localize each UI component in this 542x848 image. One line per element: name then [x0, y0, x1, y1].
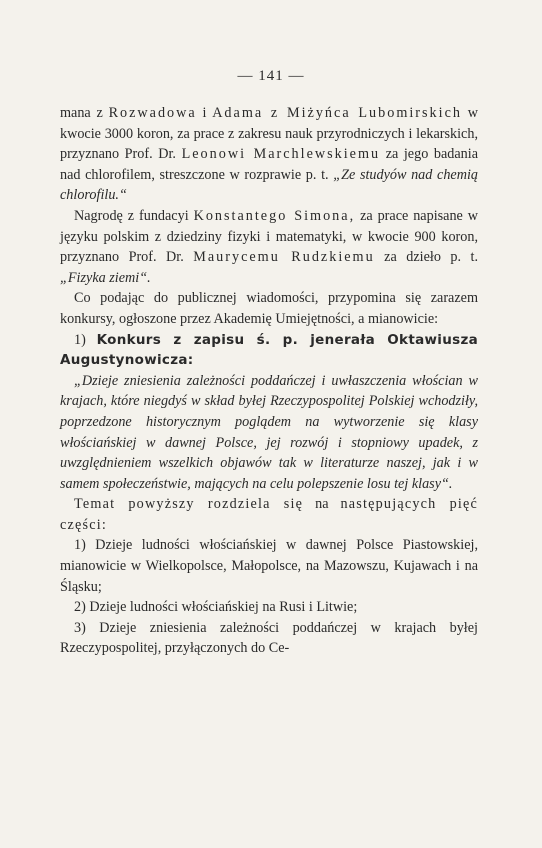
text-span: za prace napisane w języku polskim z dziedziny fizyki i matematyki, w kwocie 900 koron, przyznano Prof. Dr.: [60, 207, 479, 266]
page-number: — 141 —: [237, 68, 305, 84]
text-span: Temat powyższy rozdziela się: [74, 496, 304, 513]
paragraph-announcement: Co podając do publicznej wiadomości, przypomina się zarazem konkursy, ogłoszone przez Akademię Umiejętności, a mianowicie:: [60, 290, 478, 327]
heading-title: Konkurs z zapisu ś. p. jenerała Oktawiusza Augustynowicza:: [60, 331, 479, 369]
text-span: w kwocie 3000 koron, za prace z zakresu nauk przyrodniczych i lekarskich, przyznano Prof. Dr.: [60, 105, 478, 163]
text-span: za dzieło p. t.: [384, 249, 478, 266]
paragraph-award-lubomirski: [60, 103, 478, 206]
paragraph-award-simon: [60, 206, 478, 288]
name-simon: Konstantego Simona,: [193, 207, 356, 224]
work-title-fizyka: „Fizyka ziemi“.: [60, 269, 151, 286]
text-span: mana z: [60, 105, 103, 121]
name-rozwadowa: Rozwadowa: [108, 105, 197, 121]
text-span: następujących pięć części:: [60, 496, 479, 533]
work-title-chlorofil: „Ze studyów nad chemią chlorofilu.“: [60, 166, 478, 204]
name-rudzki: Maurycemu Rudzkiemu: [193, 249, 375, 266]
list-item: 1) Dzieje ludności włościańskiej w dawnej Polsce Piastowskiej, mianowicie w Wielkopolsce, Małopolsce, na Mazowszu, Kujawach i na Śląsku;: [60, 537, 478, 595]
name-lubomirski: Adama z Miżyńca Lubomirskich: [212, 105, 462, 121]
paragraph-topic-division: [60, 494, 478, 535]
name-marchlewski: Leonowi Marchlewskiemu: [181, 146, 381, 163]
heading-number: 1): [74, 331, 86, 348]
list-item: 2) Dzieje ludności włościańskiej na Rusi i Litwie;: [74, 599, 358, 616]
list-item: 3) Dzieje zniesienia zależności poddańczej w krajach byłej Rzeczypospolitej, przyłączonych do Ce-: [60, 619, 478, 657]
text-span: za jego badania nad chlorofilem, streszczone w rozprawie p. t.: [60, 146, 478, 183]
text-span: na: [315, 496, 329, 513]
body-text: [60, 103, 478, 659]
text-span: Nagrodę z fundacyi: [74, 207, 189, 224]
text-span: i: [202, 105, 207, 121]
contest-heading: [60, 330, 478, 371]
contest-topic-quote: „Dzieje zniesienia zależności poddańczej i uwłaszczenia włościan w krajach, które niegdyś w skład byłej Rzeczypospolitej Polskiej wchodziły, poprzedzone historycznym poglądem na wytworzenie się klasy włościańskiej w dawnej Polsce, jej rozwój i stopniowy upadek, z uwzględnieniem wszelkich objawów tak w literaturze naszej, jak i w samem społeczeństwie, mających na celu polepszenie losu tej klasy“.: [60, 372, 478, 492]
